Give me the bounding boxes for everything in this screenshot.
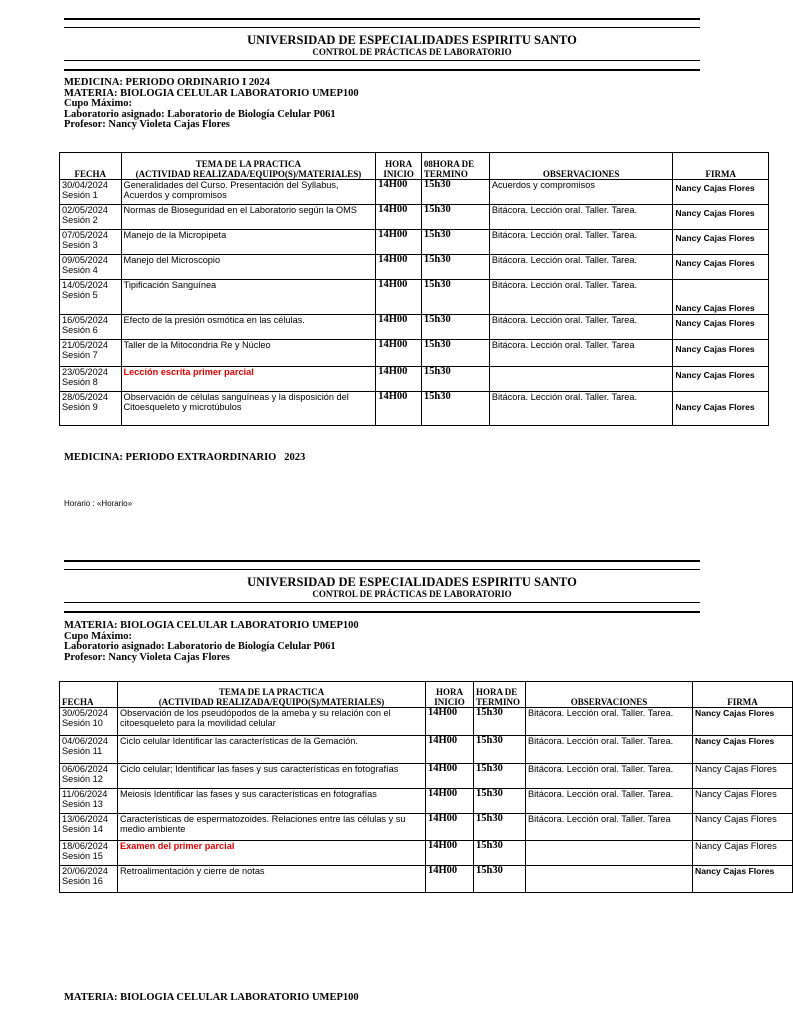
sesion: Sesión 6 [62,325,98,336]
hora-inicio-cell: 14H00 [376,340,422,367]
date-cell [60,205,122,230]
tema-cell: Meiosis Identificar las fases y sus características en fotografías [118,789,426,814]
periodo-label: MEDICINA: PERIODO ORDINARIO I 2024 [64,77,270,88]
fecha: 02/05/2024 [62,205,108,215]
header-rule-top [64,18,700,20]
observaciones-cell: Bitácora. Lección oral. Taller. Tarea. [526,764,693,789]
col-hora-inicio-line1: HORA [436,687,463,697]
table-row [60,789,793,814]
fecha: 06/06/2024 [62,764,108,774]
col-hora-termino-line1: HORA DE [476,687,518,697]
hora-inicio-cell: 14H00 [376,205,422,230]
hora-termino-cell: 15h30 [421,367,489,392]
observaciones-cell [489,367,673,392]
observaciones-cell: Bitácora. Lección oral. Taller. Tarea [526,814,693,841]
hora-termino-cell: 15h30 [421,280,489,315]
hora-termino-cell: 15h30 [474,764,526,789]
extraordinario-heading: MEDICINA: PERIODO EXTRAORDINARIO 2023 [64,452,306,463]
hora-termino-cell: 15h30 [421,180,489,205]
table-row [60,764,793,789]
col-hora-termino [474,682,526,708]
table-header-row [60,153,769,180]
col-observaciones: OBSERVACIONES [489,153,673,180]
col-tema [121,153,376,180]
hora-inicio-cell: 14H00 [376,367,422,392]
date-cell [60,315,122,340]
sesion: Sesión 13 [62,799,103,810]
col-hora-termino-line2: TERMINO [476,697,521,707]
table-row [60,280,769,315]
table-row [60,392,769,426]
date-cell [60,255,122,280]
hora-inicio-cell: 14H00 [426,841,474,866]
date-cell [60,841,118,866]
sesion: Sesión 4 [62,265,98,276]
firma-cell: Nancy Cajas Flores [693,708,793,736]
table-row [60,340,769,367]
control-title-2: CONTROL DE PRÁCTICAS DE LABORATORIO [312,589,512,599]
firma-cell: Nancy Cajas Flores [673,205,769,230]
horario-placeholder: Horario : «Horario» [64,499,133,508]
date-cell [60,789,118,814]
profesor-label: Profesor: Nancy Violeta Cajas Flores [64,119,230,130]
hora-inicio-cell: 14H00 [426,736,474,764]
table-row [60,255,769,280]
fecha: 30/04/2024 [62,180,108,190]
col-hora-termino [421,153,489,180]
table-row [60,866,793,893]
col-hora-inicio [376,153,422,180]
date-cell [60,764,118,789]
sesion: Sesión 12 [62,774,103,785]
tema-cell-exam: Lección escrita primer parcial [121,367,376,392]
fecha: 23/05/2024 [62,367,108,377]
sesion: Sesión 1 [62,190,98,201]
firma-cell: Nancy Cajas Flores [693,789,793,814]
hora-inicio-cell: 14H00 [426,814,474,841]
hora-termino-cell: 15h30 [421,392,489,426]
sesion: Sesión 11 [62,746,103,757]
fecha: 09/05/2024 [62,255,108,265]
table-row [60,814,793,841]
fecha: 07/05/2024 [62,230,108,240]
hora-termino-cell: 15h30 [421,205,489,230]
tema-cell: Ciclo celular; Identificar las fases y sus características en fotografías [118,764,426,789]
firma-cell: Nancy Cajas Flores [693,814,793,841]
fecha: 28/05/2024 [62,392,108,402]
col-fecha: FECHA [60,153,122,180]
date-cell [60,736,118,764]
tema-cell: Tipificación Sanguínea [121,280,376,315]
observaciones-cell: Bitácora. Lección oral. Taller. Tarea [489,340,673,367]
fecha: 13/06/2024 [62,814,108,824]
col-fecha: FECHA [60,682,118,708]
sesion: Sesión 3 [62,240,98,251]
fecha: 16/05/2024 [62,315,108,325]
tema-cell: Retroalimentación y cierre de notas [118,866,426,893]
tema-cell: Ciclo celular Identificar las características de la Gemación. [118,736,426,764]
tema-cell: Normas de Bioseguridad en el Laboratorio según la OMS [121,205,376,230]
laboratorio-label: Laboratorio asignado: Laboratorio de Biología Celular P061 [64,641,336,652]
date-cell [60,230,122,255]
fecha: 11/06/2024 [62,789,108,799]
tema-cell: Manejo del Microscopio [121,255,376,280]
fecha: 30/05/2024 [62,708,108,718]
hora-inicio-cell: 14H00 [376,255,422,280]
hora-inicio-cell: 14H00 [426,708,474,736]
col-observaciones: OBSERVACIONES [526,682,693,708]
col-tema-line1: TEMA DE LA PRACTICA [218,687,325,697]
observaciones-cell: Bitácora. Lección oral. Taller. Tarea. [489,280,673,315]
col-tema-line2: (ACTIVIDAD REALIZADA/EQUIPO(S)/MATERIALES) [158,697,385,707]
table-row [60,180,769,205]
hora-inicio-cell: 14H00 [376,230,422,255]
course-info-2 [64,621,359,663]
bottom-materia-label: MATERIA: BIOLOGIA CELULAR LABORATORIO UMEP100 [64,992,359,1003]
hora-termino-cell: 15h30 [474,736,526,764]
table-row [60,315,769,340]
col-hora-inicio-line1: HORA [385,159,413,169]
header2-rule-top-2 [64,569,700,570]
col-hora-inicio [426,682,474,708]
header-rule-bottom [64,60,700,61]
observaciones-cell: Bitácora. Lección oral. Taller. Tarea. [526,736,693,764]
fecha: 04/06/2024 [62,736,108,746]
cupo-label: Cupo Máximo: [64,630,132,642]
hora-inicio-cell: 14H00 [376,180,422,205]
fecha: 20/06/2024 [62,866,108,876]
observaciones-cell: Acuerdos y compromisos [489,180,673,205]
col-tema-line1: TEMA DE LA PRACTICA [195,159,302,169]
control-title: CONTROL DE PRÁCTICAS DE LABORATORIO [312,47,512,57]
tema-cell-exam: Examen del primer parcial [118,841,426,866]
hora-inicio-cell: 14H00 [376,280,422,315]
firma-cell: Nancy Cajas Flores [693,764,793,789]
university-title: UNIVERSIDAD DE ESPECIALIDADES ESPIRITU SANTO [247,33,577,47]
observaciones-cell: Bitácora. Lección oral. Taller. Tarea. [489,392,673,426]
col-tema-line2: (ACTIVIDAD REALIZADA/EQUIPO(S)/MATERIALES) [135,169,362,179]
tema-cell: Taller de la Mitocondria Re y Núcleo [121,340,376,367]
date-cell [60,392,122,426]
fecha: 18/06/2024 [62,841,108,851]
hora-termino-cell: 15h30 [421,230,489,255]
table-row [60,205,769,230]
observaciones-cell [526,841,693,866]
hora-termino-cell: 15h30 [474,708,526,736]
firma-cell: Nancy Cajas Flores [673,340,769,367]
date-cell [60,280,122,315]
hora-inicio-cell: 14H00 [426,789,474,814]
fecha: 14/05/2024 [62,280,108,290]
firma-cell: Nancy Cajas Flores [673,280,769,315]
laboratorio-label: Laboratorio asignado: Laboratorio de Biología Celular P061 [64,108,336,120]
observaciones-cell: Bitácora. Lección oral. Taller. Tarea. [489,205,673,230]
sesion: Sesión 15 [62,851,103,862]
date-cell [60,708,118,736]
course-info-1 [64,78,359,131]
firma-cell: Nancy Cajas Flores [673,180,769,205]
hora-inicio-cell: 14H00 [426,764,474,789]
profesor-label: Profesor: Nancy Violeta Cajas Flores [64,651,230,663]
col-tema [118,682,426,708]
observaciones-cell: Bitácora. Lección oral. Taller. Tarea. [526,708,693,736]
col-hora-termino-line2: TERMINO [423,169,468,179]
observaciones-cell: Bitácora. Lección oral. Taller. Tarea. [489,315,673,340]
observaciones-cell: Bitácora. Lección oral. Taller. Tarea. [526,789,693,814]
hora-inicio-cell: 14H00 [376,315,422,340]
materia-label: MATERIA: BIOLOGIA CELULAR LABORATORIO UMEP100 [64,87,359,99]
hora-termino-cell: 15h30 [421,315,489,340]
date-cell [60,814,118,841]
firma-cell: Nancy Cajas Flores [693,866,793,893]
sesion: Sesión 14 [62,824,103,835]
hora-termino-cell: 15h30 [421,340,489,367]
firma-cell: Nancy Cajas Flores [673,392,769,426]
tema-cell: Características de espermatozoides. Relaciones entre las células y su medio ambiente [118,814,426,841]
firma-cell: Nancy Cajas Flores [673,315,769,340]
header-rule-bottom-2 [64,69,700,71]
date-cell [60,866,118,893]
tema-cell: Generalidades del Curso. Presentación del Syllabus, Acuerdos y compromisos [121,180,376,205]
observaciones-cell: Bitácora. Lección oral. Taller. Tarea. [489,255,673,280]
sesion: Sesión 7 [62,350,98,361]
sesion: Sesión 2 [62,215,98,226]
firma-cell: Nancy Cajas Flores [673,255,769,280]
col-hora-inicio-line2: INICIO [434,697,465,707]
tema-cell: Manejo de la Micropipeta [121,230,376,255]
col-firma: FIRMA [693,682,793,708]
table-row [60,841,793,866]
hora-termino-cell: 15h30 [474,814,526,841]
sesion: Sesión 5 [62,290,98,301]
cupo-label: Cupo Máximo: [64,98,132,109]
hora-termino-cell: 15h30 [474,789,526,814]
firma-cell: Nancy Cajas Flores [693,841,793,866]
table-row [60,736,793,764]
firma-cell: Nancy Cajas Flores [693,736,793,764]
header2-rule-bottom-2 [64,611,700,613]
table-row [60,367,769,392]
col-firma: FIRMA [673,153,769,180]
hora-termino-cell: 15h30 [474,866,526,893]
hora-inicio-cell: 14H00 [426,866,474,893]
date-cell [60,367,122,392]
sesion: Sesión 8 [62,377,98,388]
tema-cell: Observación de los pseudópodos de la ameba y su relación con el citoesqueleto para la movilidad celular [118,708,426,736]
observaciones-cell: Bitácora. Lección oral. Taller. Tarea. [489,230,673,255]
fecha: 21/05/2024 [62,340,108,350]
date-cell [60,340,122,367]
hora-termino-cell: 15h30 [421,255,489,280]
tema-cell: Efecto de la presión osmótica en las células. [121,315,376,340]
col-hora-termino-line1: 08HORA DE [423,159,475,169]
table-row [60,708,793,736]
hora-inicio-cell: 14H00 [376,392,422,426]
observaciones-cell [526,866,693,893]
materia-label: MATERIA: BIOLOGIA CELULAR LABORATORIO UMEP100 [64,620,359,631]
tema-cell: Observación de células sanguíneas y la disposición del Citoesqueleto y microtúbulos [121,392,376,426]
table-header-row [60,682,793,708]
header2-rule-top [64,560,700,562]
col-hora-inicio-line2: INICIO [383,169,414,179]
practice-table-2 [59,681,793,893]
sesion: Sesión 10 [62,718,103,729]
firma-cell: Nancy Cajas Flores [673,230,769,255]
table-row [60,230,769,255]
header-rule-top-2 [64,27,700,28]
sesion: Sesión 9 [62,402,98,413]
date-cell [60,180,122,205]
university-title-2: UNIVERSIDAD DE ESPECIALIDADES ESPIRITU SANTO [247,575,577,589]
sesion: Sesión 16 [62,876,103,887]
hora-termino-cell: 15h30 [474,841,526,866]
header2-rule-bottom [64,602,700,603]
firma-cell: Nancy Cajas Flores [673,367,769,392]
practice-table-1 [59,152,769,426]
